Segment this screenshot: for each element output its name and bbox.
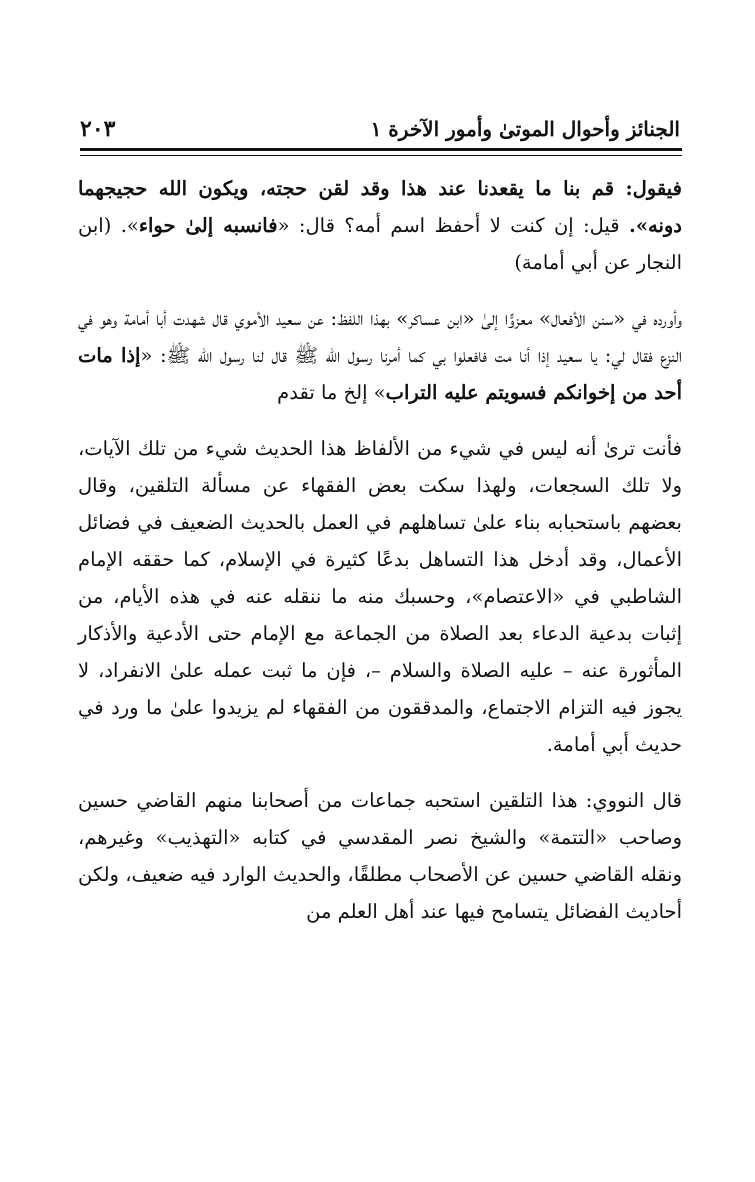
plain-text: » إلخ ما تقدم: [277, 381, 386, 404]
bold-text: إذا مات أحد من إخوانكم فسويتم عليه التراب: [78, 344, 682, 404]
plain-text: ». (ابن النجار عن أبي أمامة): [78, 214, 682, 274]
plain-text: قال النووي: هذا التلقين استحبه جماعات من أصحابنا منهم القاضي حسين وصاحب «التتمة» والشيخ نصر المقدسي في كتابه «التهذيب» وغيرهم، ونقله القاضي حسين عن الأصحاب مطلقًا، والحديث الوارد فيه ضعيف، ولكن أحاديث الفضائل يتسامح فيها عند أهل العلم من: [78, 789, 682, 923]
page-number: ٢٠٣: [80, 116, 116, 142]
bold-text: فيقول: قم بنا ما يقعدنا عند هذا وقد لقن حجته، ويكون الله حجيجهما دونه».: [78, 177, 682, 237]
plain-text: فأنت ترىٰ أنه ليس في شيء من الألفاظ هذا الحديث شيء من تلك الآيات، ولا تلك السجعات، ولهذا سكت بعض الفقهاء عن مسألة التلقين، وقال بعضهم باستحبابه بناء علىٰ تساهلهم في العمل بالحديث الضعيف في فضائل الأعمال، وقد أدخل هذا التساهل بدعًا كثيرة في الإسلام، كما حققه الإمام الشاطبي في «الاعتصام»، وحسبك منه ما ننقله عنه في هذه الأيام، من إثبات بدعية الدعاء بعد الصلاة من الجماعة مع الإمام حتى الأدعية والأذكار المأثورة عنه – عليه الصلاة والسلام –، فإن ما ثبت عمله علىٰ الانفراد، لا يجوز فيه التزام الاجتماع، والمدققون من الفقهاء لم يزيدوا علىٰ ما ورد في حديث أبي أمامة.: [78, 437, 682, 756]
paragraph-3: [78, 430, 682, 763]
page-body: [78, 170, 682, 949]
header-rule-thin: [80, 155, 682, 156]
paragraph-1: [78, 170, 682, 281]
plain-text: قيل: إن كنت لا أحفظ اسم أمه؟ قال: «: [277, 214, 630, 237]
paragraph-2: [78, 300, 682, 411]
plain-text: وأورده في «سنن الأفعال» معزوًّا إلىٰ «ابن عساكر» بهذا اللفظ: عن سعيد الأموي قال شهدت أبا أمامة وهو في النزع فقال لي: يا سعيد إذا أنا مت فافعلوا بي كما أمرنا رسول الله ﷺ قال لنا رسول الله ﷺ: «: [78, 307, 682, 367]
running-title: الجنائز وأحوال الموتىٰ وأمور الآخرة ١: [370, 117, 680, 141]
page-header: [80, 112, 680, 146]
header-rule-thick: [80, 148, 682, 151]
paragraph-4: [78, 782, 682, 930]
bold-text: فانسبه إلىٰ حواء: [138, 214, 278, 237]
